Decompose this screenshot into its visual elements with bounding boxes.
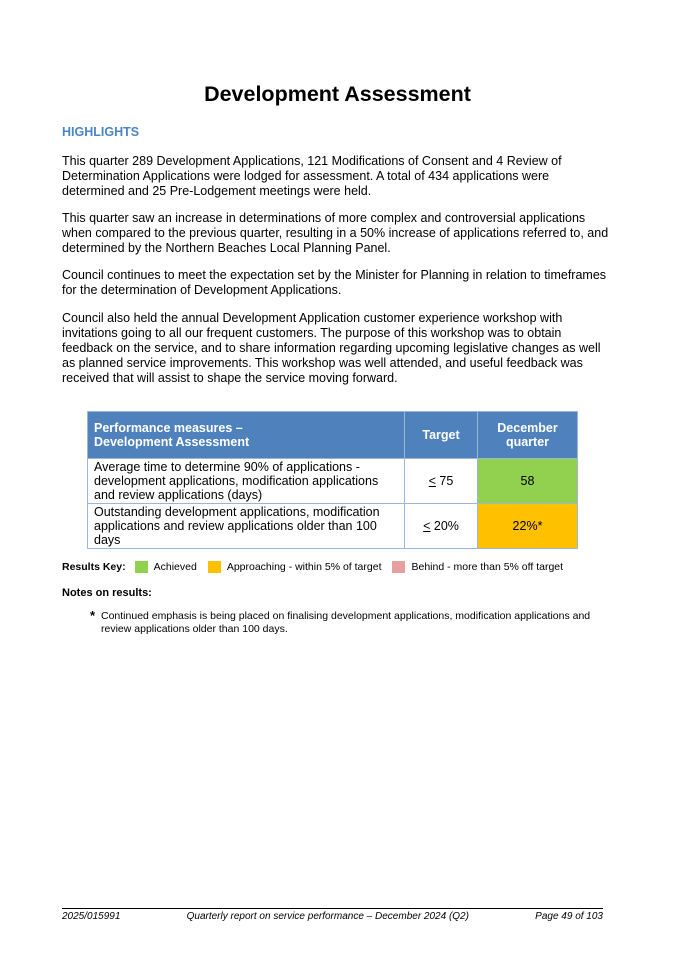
- highlights-paragraph: Council also held the annual Development Application customer experience workshop with invitations going to all our frequent customers. The purpose of this workshop was to obtain feedback on the service, and to share information regarding upcoming legislative changes as well as planned service improvements. This workshop was well attended, and useful feedback was received that will assist to shape the service moving forward.: [62, 311, 601, 385]
- page-title: Development Assessment: [204, 82, 471, 106]
- highlights-paragraph: This quarter 289 Development Applications, 121 Modifications of Consent and 4 Review of Determination Applications were lodged for assessment. A total of 434 applications were determined and 25 Pre-Lodgement meetings were held.: [62, 154, 562, 198]
- footer-divider: [62, 908, 603, 909]
- footer-doc-number: 2025/015991: [62, 911, 121, 922]
- header-target: Target: [405, 412, 478, 459]
- table-row: [88, 459, 578, 504]
- performance-table: [87, 411, 578, 549]
- highlights-heading: HIGHLIGHTS: [62, 125, 140, 139]
- key-item-behind: [392, 561, 563, 573]
- highlights-paragraph: Council continues to meet the expectation set by the Minister for Planning in relation to timeframes for the determination of Development Applications.: [62, 268, 607, 297]
- note-text: Continued emphasis is being placed on finalising development applications, modification applications and review applications older than 100 days.: [101, 610, 591, 635]
- measure-cell: Average time to determine 90% of applications - development applications, modification applications and review applications (days): [88, 459, 405, 504]
- target-value: 20%: [430, 519, 459, 533]
- key-item-approaching: [208, 561, 382, 573]
- target-cell: [405, 504, 478, 549]
- behind-swatch: [392, 561, 405, 573]
- footer-page-number: Page 49 of 103: [535, 911, 603, 922]
- header-measure-line1: Performance measures –: [94, 421, 243, 435]
- lte-symbol: <: [423, 519, 431, 533]
- result-cell-approaching: 22%*: [478, 504, 578, 549]
- table-row: [88, 504, 578, 549]
- measure-cell: Outstanding development applications, modification applications and review applications older than 100 days: [88, 504, 405, 549]
- target-value: 75: [435, 474, 454, 488]
- achieved-swatch: [135, 561, 148, 573]
- header-measure-line2: Development Assessment: [94, 435, 250, 449]
- results-key: [62, 561, 574, 573]
- key-item-label: Behind - more than 5% off target: [411, 561, 564, 573]
- highlights-paragraph: This quarter saw an increase in determinations of more complex and controversial applications when compared to the previous quarter, resulting in a 50% increase of applications referred to, and determined by the Northern Beaches Local Planning Panel.: [62, 211, 609, 255]
- page-footer: [62, 911, 603, 922]
- results-key-label: Results Key:: [62, 561, 126, 573]
- note-item: [90, 610, 610, 636]
- result-cell-achieved: 58: [478, 459, 578, 504]
- target-cell: [405, 459, 478, 504]
- header-quarter-line2: quarter: [505, 435, 550, 449]
- header-quarter: [478, 412, 578, 459]
- header-quarter-line1: December: [497, 421, 558, 435]
- asterisk-marker: *: [90, 608, 96, 623]
- key-item-achieved: [135, 561, 197, 573]
- key-item-label: Achieved: [153, 561, 197, 573]
- header-measure: [88, 412, 405, 459]
- key-item-label: Approaching - within 5% of target: [226, 561, 382, 573]
- footer-report-title: Quarterly report on service performance – December 2024 (Q2): [186, 911, 469, 922]
- notes-heading: Notes on results:: [62, 587, 152, 599]
- table-header-row: [88, 412, 578, 459]
- approaching-swatch: [208, 561, 221, 573]
- lte-symbol: <: [428, 474, 436, 488]
